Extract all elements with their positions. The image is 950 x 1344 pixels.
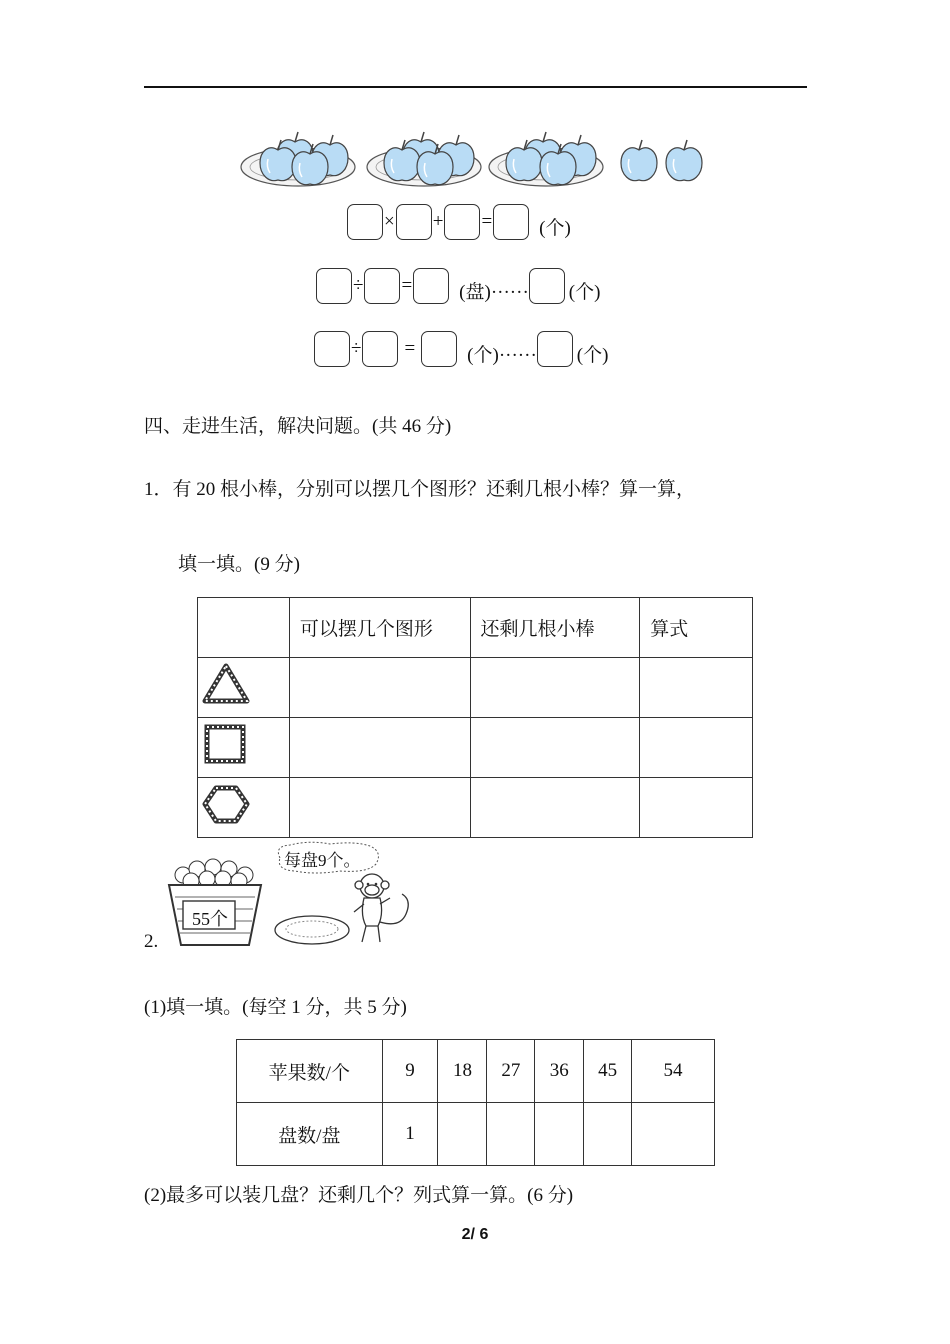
table-row	[198, 598, 753, 658]
apples-illustration	[240, 125, 710, 195]
answer-cell[interactable]	[289, 778, 470, 838]
answer-cell[interactable]	[535, 1103, 584, 1166]
hexagon-icon	[202, 783, 250, 827]
answer-cell[interactable]	[470, 658, 640, 718]
unit-label: (个)	[467, 345, 499, 366]
answer-box[interactable]	[537, 331, 573, 367]
monkey-icon	[350, 870, 418, 948]
table-cell	[198, 598, 290, 658]
section-4-title: 四、走进生活，解决问题。(共 46 分)	[144, 416, 452, 437]
table-cell	[198, 718, 290, 778]
answer-cell[interactable]	[640, 778, 753, 838]
loose-apple	[621, 140, 657, 181]
q2-sub1-text: (1)填一填。(每空 1 分，共 5 分)	[144, 997, 407, 1018]
answer-cell[interactable]	[640, 658, 753, 718]
plate-icon	[272, 912, 352, 948]
basket-illustration	[165, 853, 265, 951]
ellipsis: ······	[490, 282, 529, 303]
q2-number: 2.	[144, 931, 159, 952]
unit-label: (个)	[568, 282, 601, 303]
answer-box[interactable]	[396, 204, 432, 240]
answer-cell[interactable]	[289, 718, 470, 778]
table-cell: 54	[632, 1040, 715, 1103]
table-row	[198, 778, 753, 838]
table-cell	[198, 658, 290, 718]
plate-3	[489, 132, 603, 186]
plate-2	[367, 132, 481, 186]
answer-cell[interactable]	[584, 1103, 632, 1166]
q1-text-line1: 1．有 20 根小棒，分别可以摆几个图形？还剩几根小棒？算一算，	[144, 479, 696, 500]
table-cell: 1	[382, 1103, 438, 1166]
square-icon	[202, 723, 250, 767]
table-cell: 45	[584, 1040, 632, 1103]
row-label: 盘数/盘	[237, 1103, 383, 1166]
table-row	[237, 1040, 715, 1103]
table-cell: 18	[438, 1040, 487, 1103]
table-row	[198, 658, 753, 718]
answer-cell[interactable]	[289, 658, 470, 718]
table-cell: 9	[382, 1040, 438, 1103]
q1-table	[197, 597, 753, 838]
answer-box[interactable]	[413, 268, 449, 304]
answer-box[interactable]	[314, 331, 350, 367]
unit-label: (个)	[576, 345, 609, 366]
answer-box[interactable]	[347, 204, 383, 240]
table-cell: 36	[535, 1040, 584, 1103]
table-header: 还剩几根小棒	[470, 598, 640, 658]
loose-apple	[666, 140, 702, 181]
plate-1	[241, 132, 355, 186]
unit-label: (个)	[539, 218, 571, 239]
table-header: 算式	[640, 598, 753, 658]
answer-box[interactable]	[493, 204, 529, 240]
equation-3: ÷ = (个)······ (个)	[314, 331, 608, 367]
table-header: 可以摆几个图形	[289, 598, 470, 658]
table-row	[237, 1103, 715, 1166]
page-number: 2/ 6	[461, 1226, 489, 1243]
header-rule	[144, 86, 807, 88]
answer-box[interactable]	[364, 268, 400, 304]
q2-sub2-text: (2)最多可以装几盘？还剩几个？列式算一算。(6 分)	[144, 1185, 574, 1206]
unit-label: (盘)	[459, 282, 491, 303]
basket-label: 55个	[192, 909, 228, 929]
speech-text: 每盘9个。	[284, 851, 361, 870]
answer-box[interactable]	[421, 331, 457, 367]
answer-cell[interactable]	[470, 778, 640, 838]
answer-box[interactable]	[529, 268, 565, 304]
equation-2: ÷ = (盘)······ (个)	[316, 268, 600, 304]
q1-text-line2: 填一填。(9 分)	[178, 554, 300, 575]
equation-1: × + = (个)	[347, 204, 571, 240]
answer-box[interactable]	[316, 268, 352, 304]
answer-cell[interactable]	[632, 1103, 715, 1166]
table-cell	[198, 778, 290, 838]
q2-table	[236, 1039, 715, 1166]
triangle-icon	[202, 663, 250, 707]
answer-cell[interactable]	[487, 1103, 535, 1166]
answer-cell[interactable]	[470, 718, 640, 778]
answer-box[interactable]	[362, 331, 398, 367]
answer-cell[interactable]	[438, 1103, 487, 1166]
ellipsis: ······	[498, 345, 537, 366]
answer-cell[interactable]	[640, 718, 753, 778]
answer-box[interactable]	[444, 204, 480, 240]
row-label: 苹果数/个	[237, 1040, 383, 1103]
table-cell: 27	[487, 1040, 535, 1103]
table-row	[198, 718, 753, 778]
